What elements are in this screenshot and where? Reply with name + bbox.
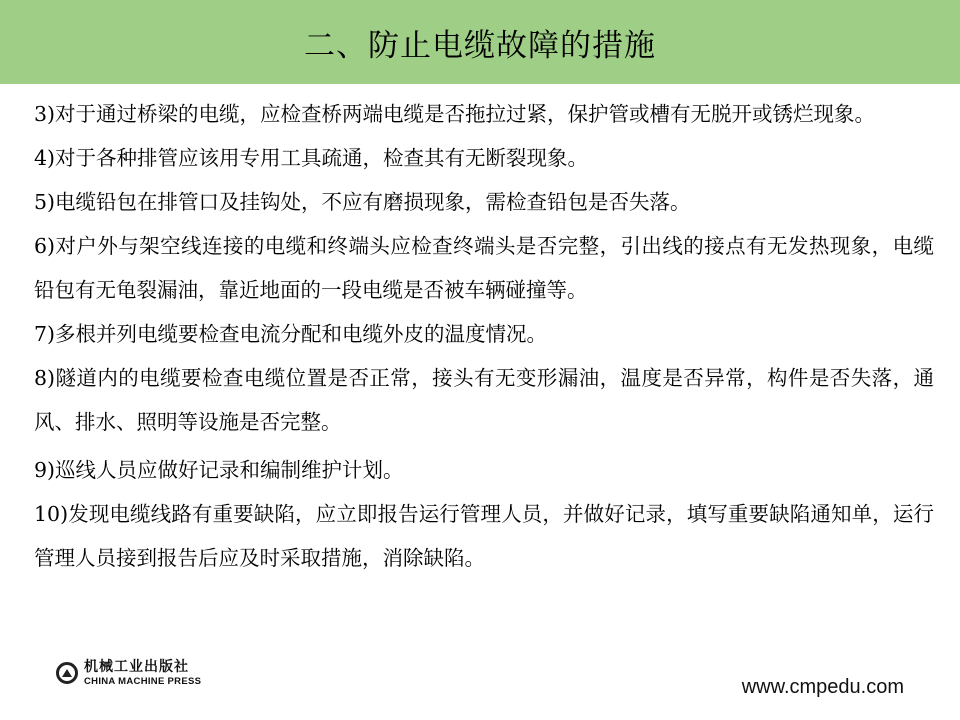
paragraph-item-6: 6)对户外与架空线连接的电缆和终端头应检查终端头是否完整，引出线的接点有无发热现象，电缆铅包有无龟裂漏油，靠近地面的一段电缆是否被车辆碰撞等。 [34,234,934,302]
paragraph-item-5: 5)电缆铅包在排管口及挂钩处，不应有磨损现象，需检查铅包是否失落。 [34,190,691,214]
paragraph-item-9: 9)巡线人员应做好记录和编制维护计划。 [34,458,404,482]
publisher-logo [56,660,201,687]
publisher-name-cn: 机械工业出版社 [84,659,189,675]
gear-icon [56,662,78,684]
paragraph-item-7: 7)多根并列电缆要检查电流分配和电缆外皮的温度情况。 [34,322,548,346]
website-url: www.cmpedu.com [741,676,904,698]
content-area [34,92,934,580]
paragraph-item-3: 3)对于通过桥梁的电缆，应检查桥两端电缆是否拖拉过紧，保护管或槽有无脱开或锈烂现象。 [34,102,876,126]
paragraph-item-10: 10)发现电缆线路有重要缺陷，应立即报告运行管理人员，并做好记录，填写重要缺陷通知单，运行管理人员接到报告后应及时采取措施，消除缺陷。 [34,502,934,570]
slide-title: 二、防止电缆故障的措施 [304,27,656,64]
paragraph-item-4: 4)对于各种排管应该用专用工具疏通，检查其有无断裂现象。 [34,146,589,170]
publisher-name-en: CHINA MACHINE PRESS [84,676,202,687]
title-bar [0,0,960,84]
paragraph-item-8: 8)隧道内的电缆要检查电缆位置是否正常，接头有无变形漏油，温度是否异常，构件是否失落，通风、排水、照明等设施是否完整。 [34,366,934,434]
